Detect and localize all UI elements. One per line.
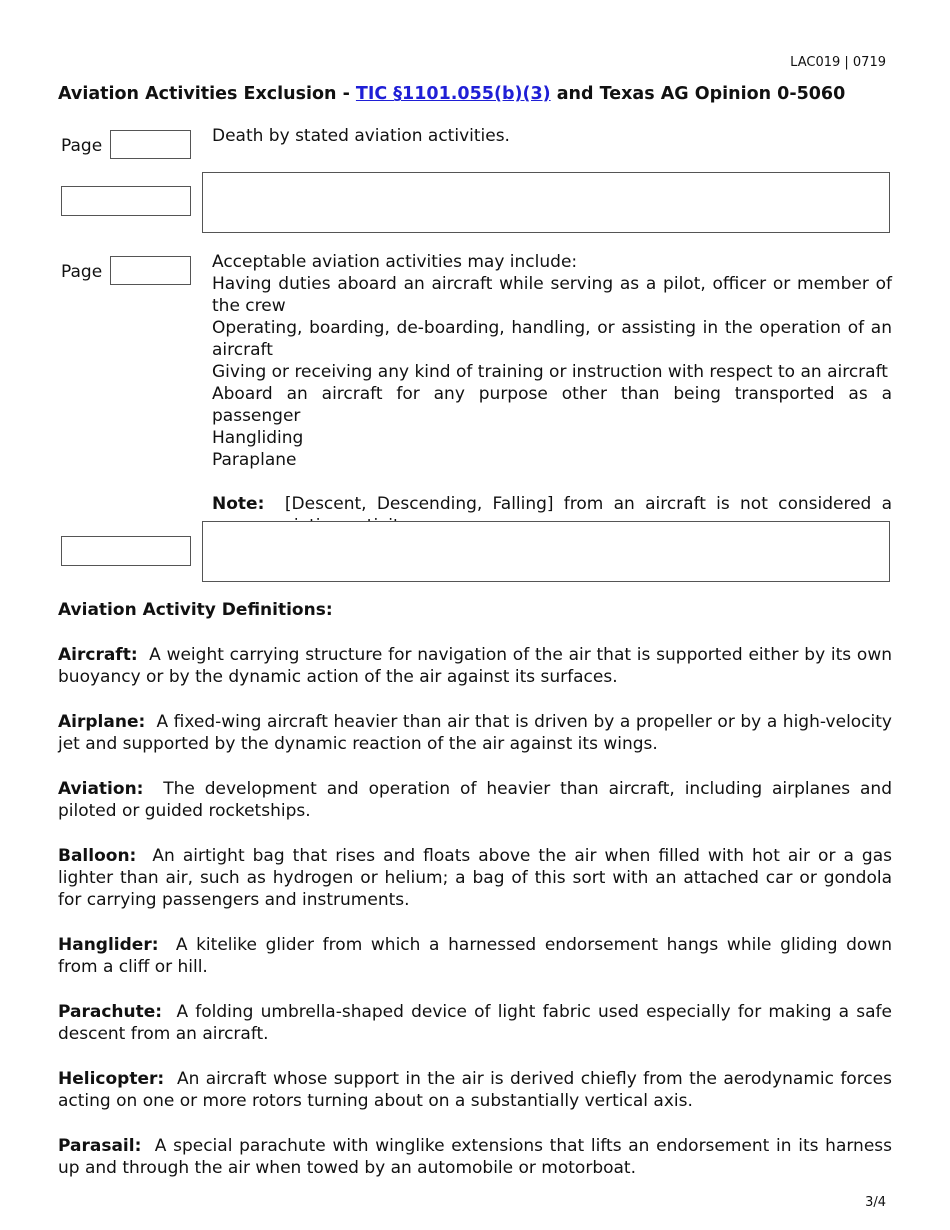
definition-term: Aircraft: [58, 645, 138, 665]
definition-text: A kitelike glider from which a harnessed endorsement hangs while gliding down from a cliff or hill. [58, 935, 892, 977]
exclusion-text: Death by stated aviation activities. [212, 126, 510, 146]
definition-text: A special parachute with winglike extensions that lifts an endorsement in its harness up and through the air when towed by an automobile or motorboat. [58, 1136, 892, 1178]
definition-text: A fixed-wing aircraft heavier than air that is driven by a propeller or by a high-velocity jet and supported by the dynamic reaction of the air against its wings. [58, 712, 892, 754]
document-id: LAC019 | 0719 [790, 55, 886, 70]
page-input-1[interactable] [110, 130, 191, 159]
note-text: [Descent, Descending, Falling] from an aircraft is not considered a [284, 494, 893, 514]
definition-aviation [58, 778, 892, 822]
definition-hanglider [58, 934, 892, 978]
page-input-2[interactable] [110, 256, 191, 285]
title-suffix: and Texas AG Opinion 0-5060 [550, 84, 846, 104]
tic-statute-link[interactable]: TIC §1101.055(b)(3) [355, 84, 551, 104]
definition-term: Airplane: [58, 712, 146, 732]
title-prefix: Aviation Activities Exclusion - [58, 84, 356, 104]
activity-item: Hangliding [212, 428, 304, 448]
definition-term: Hanglider: [58, 935, 159, 955]
activity-item: Giving or receiving any kind of training or instruction with respect to an aircraft [212, 362, 888, 382]
page-label-1: Page [61, 136, 103, 156]
definition-balloon [58, 845, 892, 911]
definition-text: The development and operation of heavier than aircraft, including airplanes and piloted or guided rocketships. [58, 779, 892, 821]
definition-text: An aircraft whose support in the air is derived chiefly from the aerodynamic forces acting on one or more rotors turning about on a substantially vertical axis. [58, 1069, 892, 1111]
activity-item: Aboard an aircraft for any purpose other than being transported as a passenger [212, 384, 892, 426]
activity-item: Operating, boarding, de-boarding, handling, or assisting in the operation of an aircraft [212, 318, 892, 360]
code-input-1[interactable] [61, 186, 191, 216]
definition-text: A weight carrying structure for navigation of the air that is supported either by its own buoyancy or by the dynamic action of the air against its surfaces. [58, 645, 892, 687]
definition-term: Parasail: [58, 1136, 142, 1156]
definition-text: A folding umbrella-shaped device of light fabric used especially for making a safe descent from an aircraft. [58, 1002, 892, 1044]
definitions-title [58, 599, 892, 621]
definition-airplane [58, 711, 892, 755]
acceptable-activities [212, 251, 892, 537]
definition-term: Balloon: [58, 846, 137, 866]
definition-term: Aviation: [58, 779, 144, 799]
note-label: Note: [212, 494, 265, 514]
code-input-2[interactable] [61, 536, 191, 566]
activity-item: Paraplane [212, 450, 297, 470]
definition-aircraft [58, 644, 892, 688]
definition-text: An airtight bag that rises and floats above the air when filled with hot air or a gas lighter than air, such as hydrogen or helium; a bag of this sort with an attached car or gondola for carrying passengers and instruments. [58, 846, 893, 910]
notes-textarea-1[interactable] [202, 172, 890, 233]
page-number: 3/4 [865, 1195, 886, 1210]
definition-term: Parachute: [58, 1002, 163, 1022]
page-title [58, 83, 845, 105]
definition-parasail [58, 1135, 892, 1179]
definitions-title-text: Aviation Activity Definitions: [58, 600, 333, 620]
definition-helicopter [58, 1068, 892, 1112]
activities-intro: Acceptable aviation activities may include: [212, 252, 578, 272]
activity-item: Having duties aboard an aircraft while serving as a pilot, officer or member of the crew [212, 274, 892, 316]
definition-term: Helicopter: [58, 1069, 165, 1089]
definition-parachute [58, 1001, 892, 1045]
page-label-2: Page [61, 262, 103, 282]
definitions-section [58, 599, 892, 1202]
notes-textarea-2[interactable] [202, 521, 890, 582]
